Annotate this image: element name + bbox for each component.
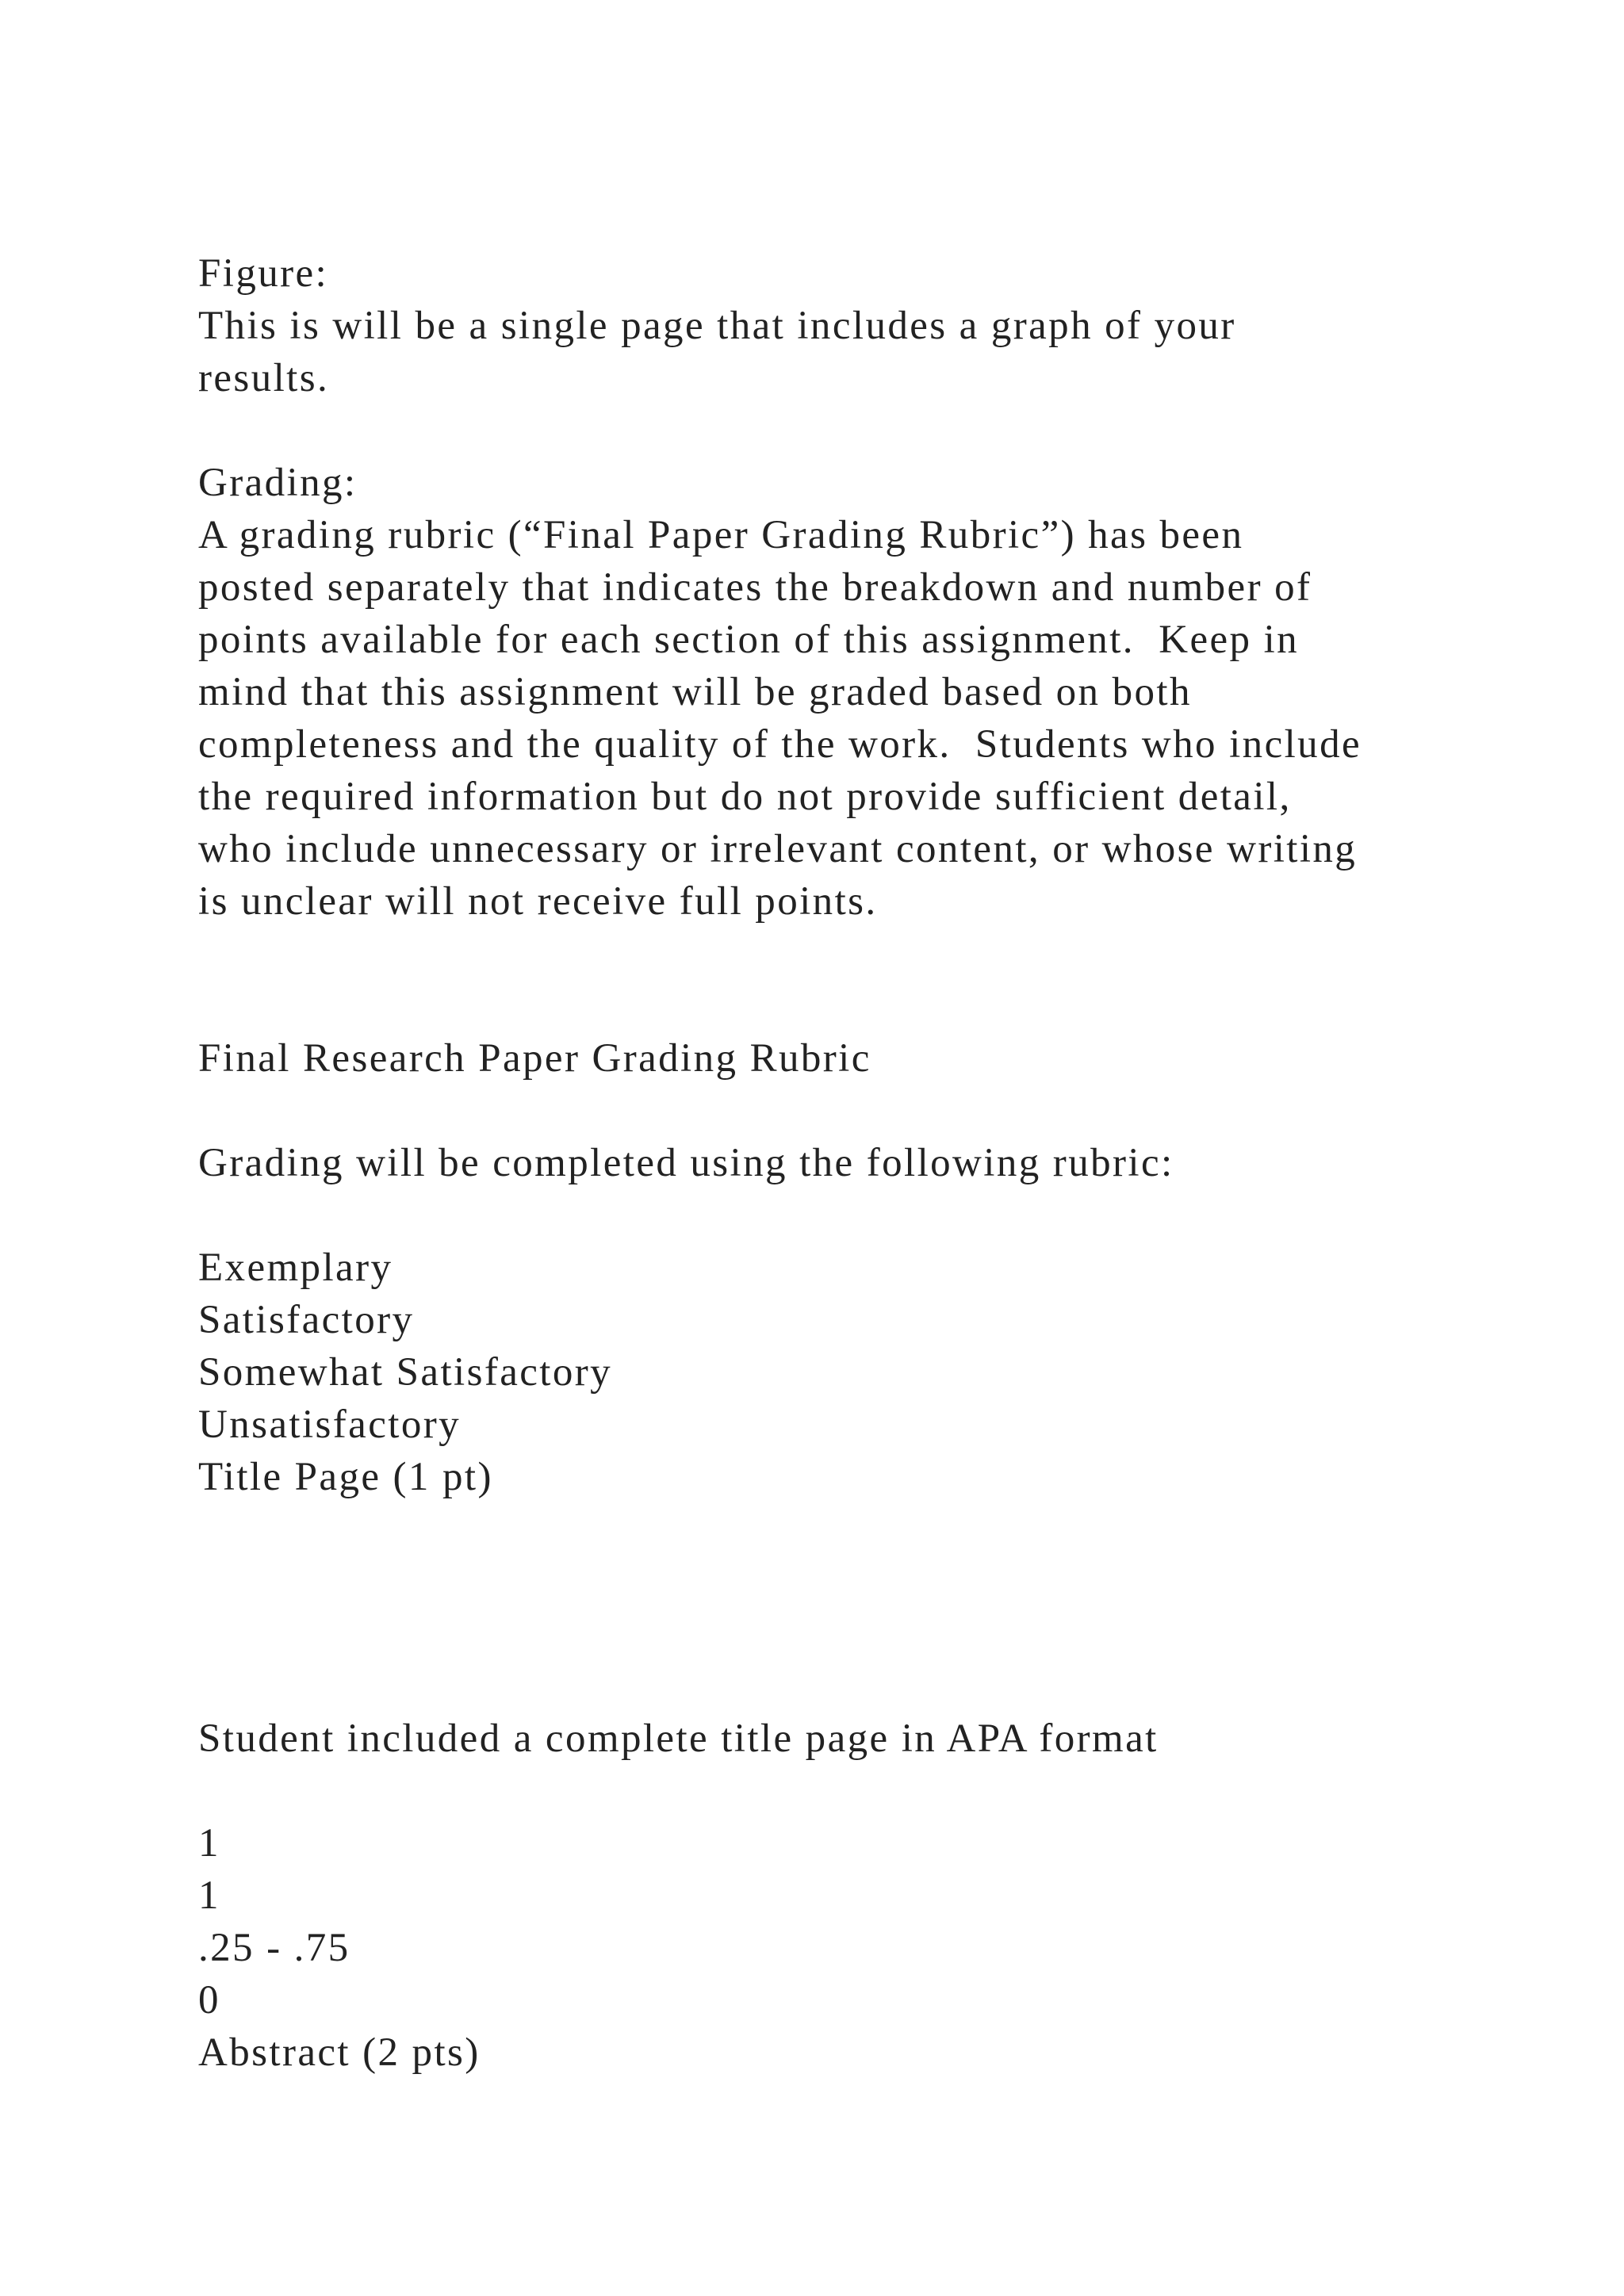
paragraph-spacer <box>198 928 1546 1032</box>
grading-text-line: A grading rubric (“Final Paper Grading Rubric”) has been <box>198 513 1244 557</box>
paragraph-spacer <box>198 1189 1546 1242</box>
title-page-heading: Title Page (1 pt) <box>198 1455 493 1499</box>
grading-text-line: is unclear will not receive full points. <box>198 879 878 924</box>
rubric-score: 1 <box>198 1821 220 1866</box>
grading-heading: Grading: <box>198 461 358 505</box>
grading-text-line: the required information but do not provide sufficient detail, <box>198 775 1292 819</box>
title-page-criterion: Student included a complete title page in APA format <box>198 1716 1159 1761</box>
rubric-title: Final Research Paper Grading Rubric <box>198 1036 871 1081</box>
grading-text-line: points available for each section of this assignment. Keep in <box>198 618 1300 662</box>
paragraph-spacer <box>198 1503 1546 1712</box>
rubric-level: Exemplary <box>198 1246 393 1290</box>
rubric-level: Unsatisfactory <box>198 1402 462 1447</box>
grading-text-line: who include unnecessary or irrelevant content, or whose writing <box>198 827 1358 871</box>
figure-text-line: results. <box>198 356 330 400</box>
figure-text-line: This is will be a single page that includes a graph of your <box>198 304 1236 348</box>
paragraph-spacer <box>198 1765 1546 1817</box>
grading-text-line: posted separately that indicates the breakdown and number of <box>198 565 1312 610</box>
paragraph-spacer <box>198 404 1546 457</box>
rubric-intro: Grading will be completed using the following rubric: <box>198 1141 1174 1185</box>
rubric-score: .25 - .75 <box>198 1926 350 1970</box>
figure-heading: Figure: <box>198 251 329 296</box>
rubric-score: 1 <box>198 1873 220 1918</box>
rubric-level: Somewhat Satisfactory <box>198 1350 613 1395</box>
grading-text-line: completeness and the quality of the work. Students who include <box>198 722 1362 767</box>
rubric-score: 0 <box>198 1978 220 2022</box>
abstract-heading: Abstract (2 pts) <box>198 2030 481 2075</box>
paragraph-spacer <box>198 1085 1546 1137</box>
grading-text-line: mind that this assignment will be graded based on both <box>198 670 1192 714</box>
document-page <box>198 247 1546 2079</box>
rubric-level: Satisfactory <box>198 1298 415 1342</box>
